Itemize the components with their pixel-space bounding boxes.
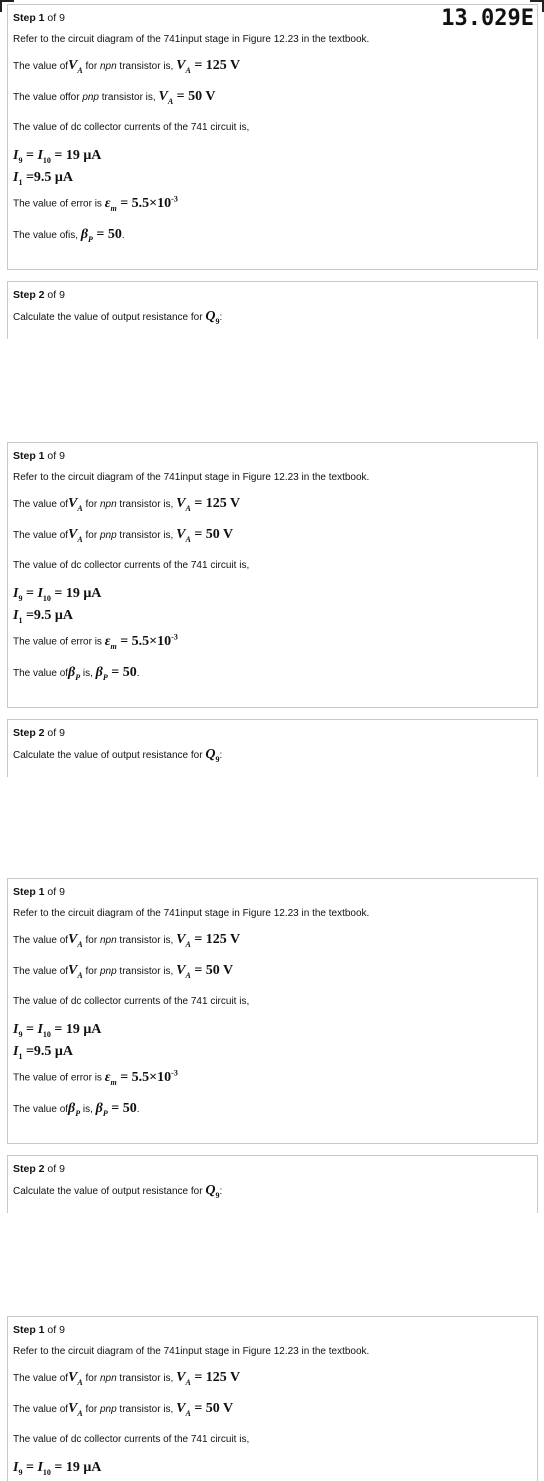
- npn-va-line: The value ofV$_A$ for npn transistor is, $V_A = 125$ V: [13, 932, 241, 949]
- step-2-text: Calculate the value of output resistance for $Q_9$:: [13, 747, 223, 764]
- step-1-heading: Step 1 of 9: [13, 12, 65, 24]
- step-1-card: [7, 1316, 538, 1481]
- error-line: The value of error is $\varepsilon_m = 5.5\times 10^{-3}$: [13, 632, 178, 651]
- step-1-heading: Step 1 of 9: [13, 450, 65, 462]
- page-block-2: [0, 442, 544, 777]
- step-2-heading: Step 2 of 9: [13, 1163, 65, 1175]
- problem-number: 13.029E: [441, 6, 534, 31]
- step-2-text: Calculate the value of output resistance for $Q_9$:: [13, 309, 223, 326]
- currents-line: The value of dc collector currents of the 741 circuit is,: [13, 121, 250, 133]
- beta-line: The value ofis, $\beta_P = 50$.: [13, 226, 125, 244]
- step-1-intro: Refer to the circuit diagram of the 741input stage in Figure 12.23 in the textbook.: [13, 34, 370, 45]
- step-2-heading: Step 2 of 9: [13, 727, 65, 739]
- step-1-intro: Refer to the circuit diagram of the 741input stage in Figure 12.23 in the textbook.: [13, 472, 370, 483]
- pnp-va-line: The value offor pnp transistor is, $V_A = 50$ V: [13, 88, 216, 106]
- step-1-heading: Step 1 of 9: [13, 886, 65, 898]
- currents-line: The value of dc collector currents of the 741 circuit is,: [13, 559, 250, 571]
- currents-line: The value of dc collector currents of the 741 circuit is,: [13, 995, 250, 1007]
- step-2-card: [7, 1155, 538, 1213]
- npn-va-line: The value ofV$_A$ for npn transistor is, $V_A = 125$ V: [13, 1370, 241, 1387]
- step-2-text: Calculate the value of output resistance for $Q_9$:: [13, 1183, 223, 1200]
- step-1-card: [7, 878, 538, 1144]
- currents-equations: $I_9 = I_{10} = 19$ μA $I_1 =9.5$ μA: [13, 147, 102, 188]
- beta-line: The value ofβ$_P$ is, $\beta_P = 50$.: [13, 664, 140, 682]
- currents-equations: $I_9 = I_{10} = 19$ μA $I_1 =9.5$ μA: [13, 585, 102, 626]
- step-1-heading: Step 1 of 9: [13, 1324, 65, 1336]
- page-block-1: [0, 4, 544, 339]
- page-block-4: [0, 1316, 544, 1481]
- pnp-va-line: The value ofV$_A$ for pnp transistor is, $V_A = 50$ V: [13, 1400, 234, 1418]
- step-2-heading: Step 2 of 9: [13, 289, 65, 301]
- currents-equations: $I_9 = I_{10} = 19$ μA $I_1 =9.5$ μA: [13, 1021, 102, 1062]
- step-1-intro: Refer to the circuit diagram of the 741input stage in Figure 12.23 in the textbook.: [13, 908, 370, 919]
- step-1-card: [7, 442, 538, 708]
- error-line: The value of error is $\varepsilon_m = 5.5\times 10^{-3}$: [13, 1068, 178, 1087]
- step-1-intro: Refer to the circuit diagram of the 741input stage in Figure 12.23 in the textbook.: [13, 1346, 370, 1357]
- npn-va-line: The value ofV$_A$ for npn transistor is, $V_A = 125$ V: [13, 496, 241, 513]
- pnp-va-line: The value ofV$_A$ for pnp transistor is, $V_A = 50$ V: [13, 962, 234, 980]
- error-line: The value of error is $\varepsilon_m = 5.5\times 10^{-3}$: [13, 194, 178, 213]
- currents-equations: $I_9 = I_{10} = 19$ μA: [13, 1459, 102, 1477]
- currents-line: The value of dc collector currents of the 741 circuit is,: [13, 1433, 250, 1445]
- beta-line: The value ofβ$_P$ is, $\beta_P = 50$.: [13, 1100, 140, 1118]
- step-2-card: [7, 281, 538, 339]
- npn-va-line: The value ofV$_A$ for npn transistor is, $V_A = 125$ V: [13, 58, 241, 75]
- step-2-card: [7, 719, 538, 777]
- pnp-va-line: The value ofV$_A$ for pnp transistor is, $V_A = 50$ V: [13, 526, 234, 544]
- page-block-3: [0, 878, 544, 1213]
- step-1-card: [7, 4, 538, 270]
